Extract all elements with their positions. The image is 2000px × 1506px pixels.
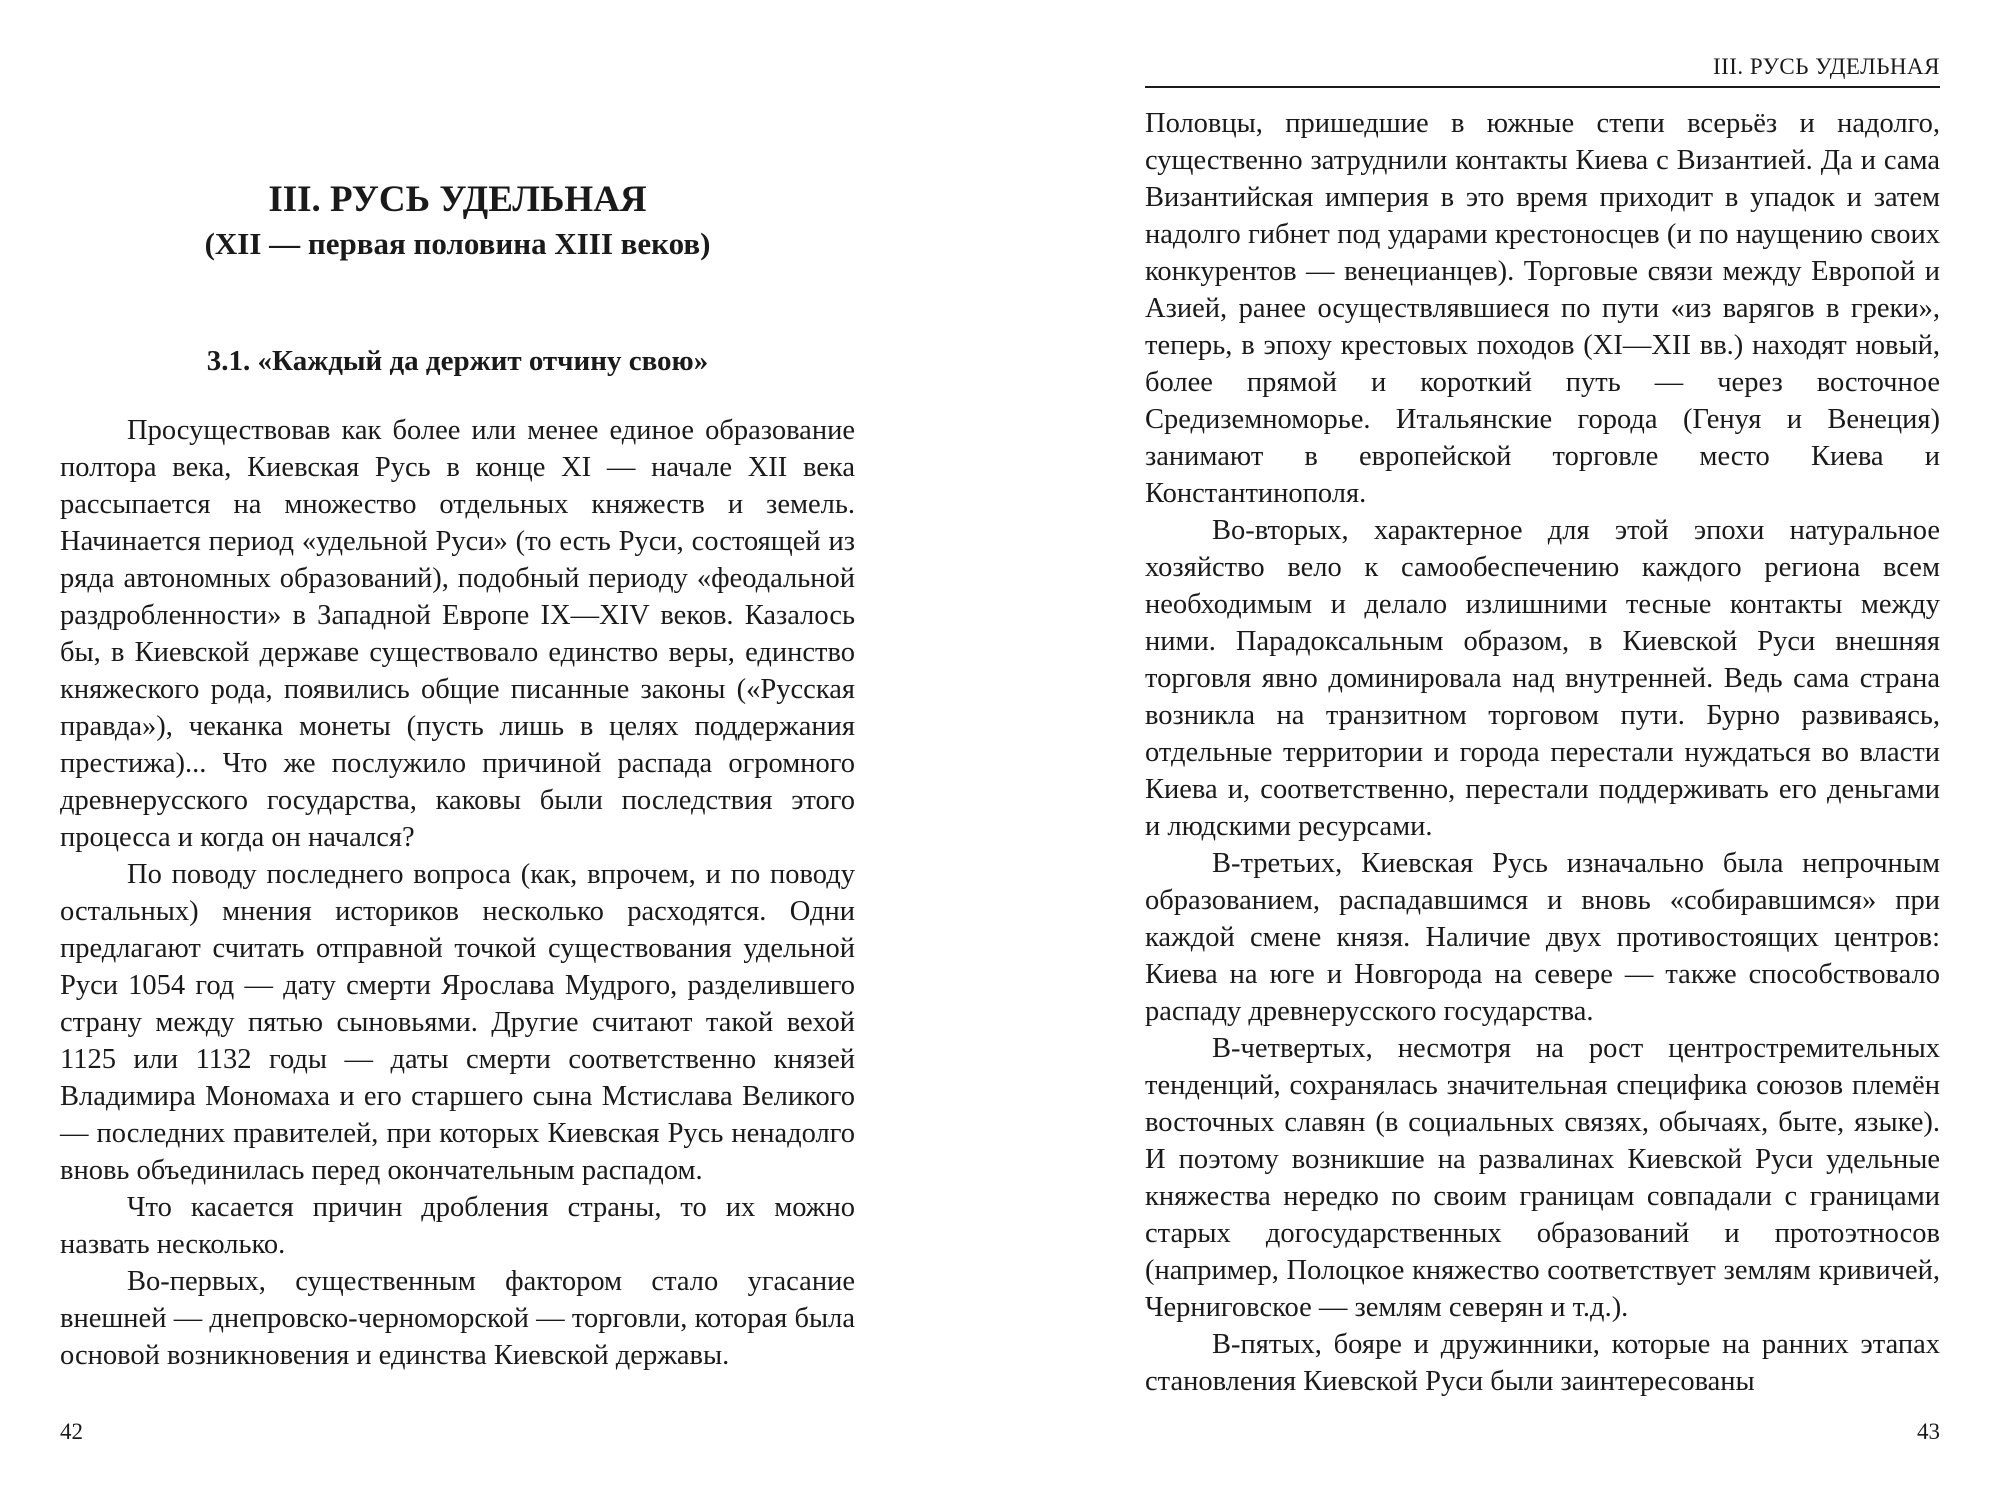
paragraph: По поводу последнего вопроса (как, впрочем, и по поводу остальных) мнения историков несколько расходятся. Одни предлагают считать отправной точкой существования удельной Руси 1054 год — дату смерти Ярослава Мудрого, разделившего страну между пятью сыновьями. Другие считают такой вехой 1125 или 1132 годы — даты смерти соответственно князей Владимира Мономаха и его старшего сына Мстислава Великого — последних правителей, при которых Киевская Русь ненадолго вновь объединилась перед окончательным распадом. <box>60 859 855 1186</box>
left-page-body <box>60 412 855 1374</box>
paragraph: Во-вторых, характерное для этой эпохи натуральное хозяйство вело к самообеспечению каждого региона всем необходимым и делало излишними тесные контакты между ними. Парадоксальным образом, в Киевской Руси внешняя торговля явно доминировала над внутренней. Ведь сама страна возникла на транзитном торговом пути. Бурно развиваясь, отдельные территории и города перестали нуждаться во власти Киева и, соответственно, перестали поддерживать его деньгами и людскими ресурсами. <box>1145 515 1940 842</box>
right-page-body <box>1145 105 1940 1400</box>
running-header: III. РУСЬ УДЕЛЬНАЯ <box>1712 54 1940 79</box>
paragraph: В-четвертых, несмотря на рост центростремительных тенденций, сохранялась значительная специфика союзов племён восточных славян (в социальных связях, обычаях, быте, языке). И поэтому возникшие на развалинах Киевской Руси удельные княжества нередко по своим границам совпадали с границами старых догосударственных образований и протоэтносов (например, Полоцкое княжество соответствует землям кривичей, Черниговское — землям северян и т.д.). <box>1145 1033 1940 1323</box>
right-page <box>1145 0 1940 1506</box>
paragraph: В-третьих, Киевская Русь изначально была непрочным образованием, распадавшимся и вновь «собиравшимся» при каждой смене князя. Наличие двух противостоящих центров: Киева на юге и Новгорода на севере — также способствовало распаду древнерусского государства. <box>1145 848 1940 1027</box>
left-page <box>60 0 855 1506</box>
header-rule <box>1145 86 1940 88</box>
page-number-left: 42 <box>60 1419 83 1444</box>
paragraph: Что касается причин дробления страны, то их можно назвать несколько. <box>60 1192 855 1260</box>
page-number-right: 43 <box>1917 1419 1940 1444</box>
paragraph: Половцы, пришедшие в южные степи всерьёз и надолго, существенно затруднили контакты Киева с Византией. Да и сама Византийская империя в это время приходит в упадок и затем надолго гибнет под ударами крестоносцев (и по наущению своих конкурентов — венецианцев). Торговые связи между Европой и Азией, ранее осуществлявшиеся по пути «из варягов в греки», теперь, в эпоху крестовых походов (XI—XII вв.) находят новый, более прямой и короткий путь — через восточное Средиземноморье. Итальянские города (Генуя и Венеция) занимают в европейской торговле место Киева и Константинополя. <box>1145 108 1940 509</box>
paragraph: Во-первых, существенным фактором стало угасание внешней — днепровско-черноморской — торговли, которая была основой возникновения и единства Киевской державы. <box>60 1266 855 1371</box>
section-title: 3.1. «Каждый да держит отчину свою» <box>206 345 709 377</box>
chapter-title: III. РУСЬ УДЕЛЬНАЯ <box>268 179 647 220</box>
paragraph: В-пятых, бояре и дружинники, которые на ранних этапах становления Киевской Руси были заинтересованы <box>1145 1329 1940 1397</box>
paragraph: Просуществовав как более или менее единое образование полтора века, Киевская Русь в конце XI — начале XII века рассыпается на множество отдельных княжеств и земель. Начинается период «удельной Руси» (то есть Руси, состоящей из ряда автономных образований), подобный периоду «феодальной раздробленности» в Западной Европе IX—XIV веков. Казалось бы, в Киевской державе существовало единство веры, единство княжеского рода, появились общие писанные законы («Русская правда»), чеканка монеты (пусть лишь в целях поддержания престижа)... Что же послужило причиной распада огромного древнерусского государства, каковы были последствия этого процесса и когда он начался? <box>60 415 855 853</box>
chapter-subtitle: (XII — первая половина XIII веков) <box>204 226 711 261</box>
